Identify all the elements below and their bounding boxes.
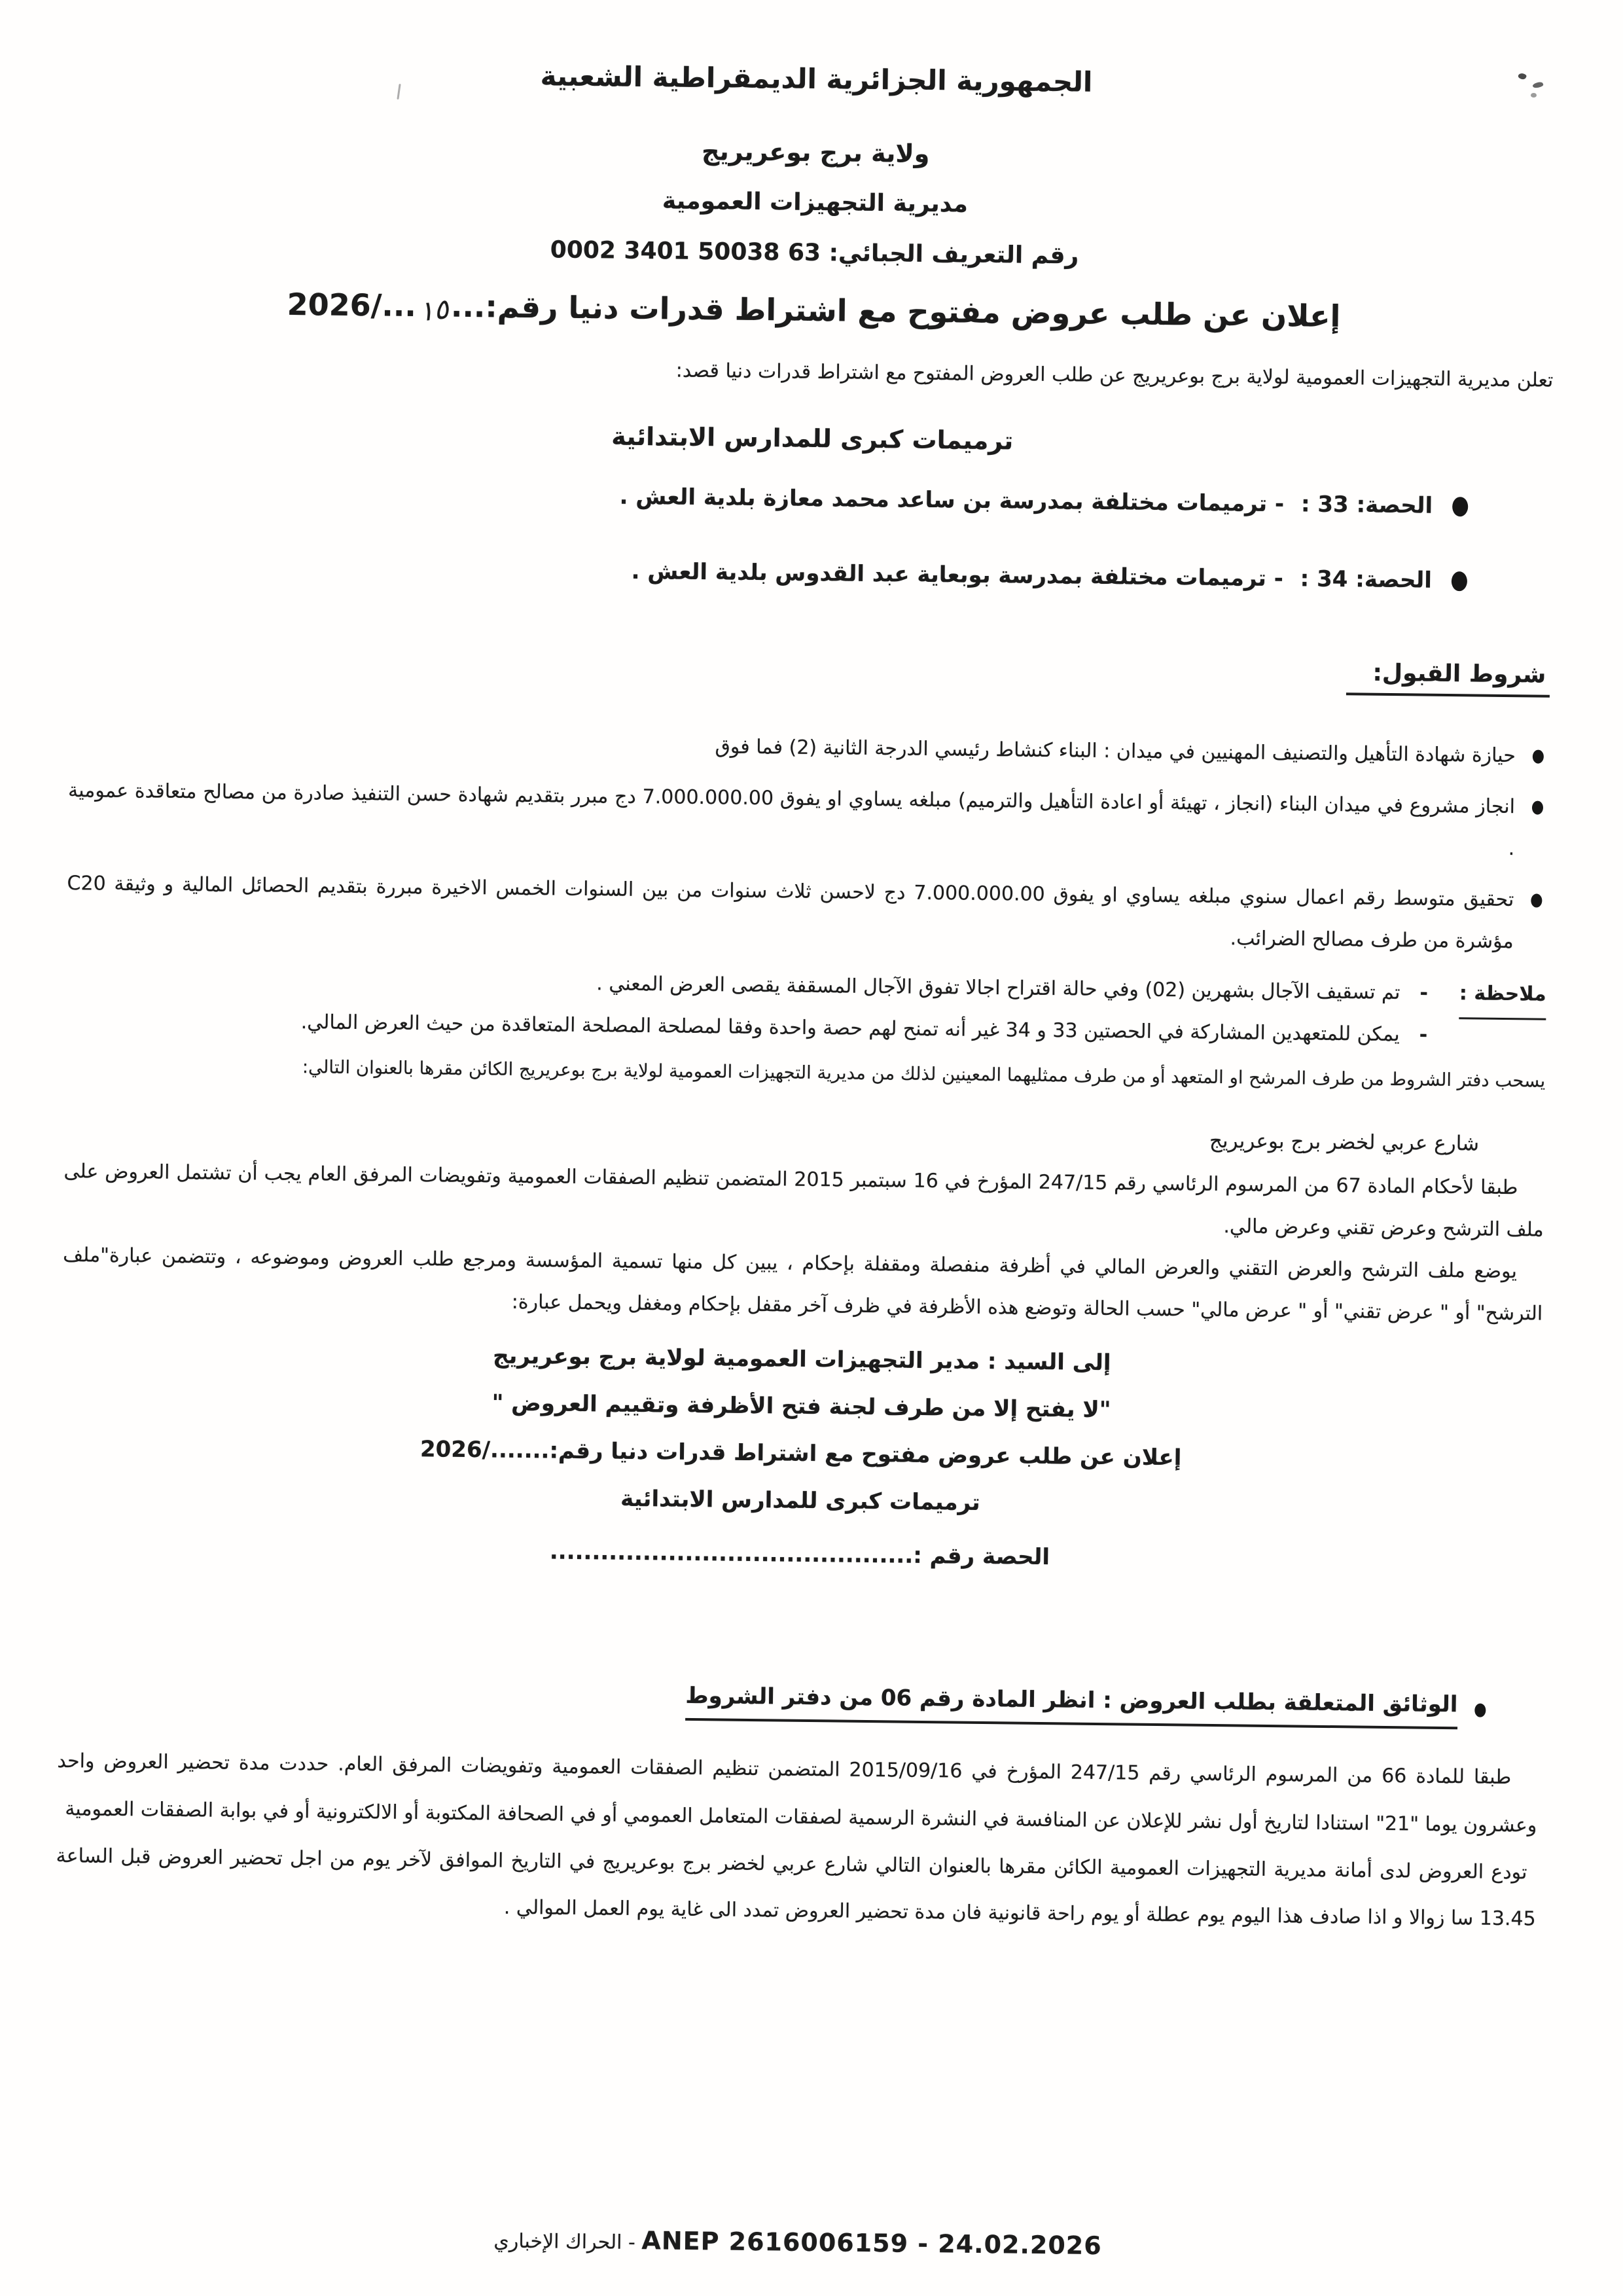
note-block	[65, 957, 1546, 1058]
address-line: شارع عربي لخضر برج بوعريريج	[1209, 1128, 1480, 1156]
condition-text: تحقيق متوسط رقم اعمال سنوي مبلغه يساوي او يفوق 7.000.000.00 دج لاحسن ثلاث سنوات من بين السنوات الخمس الاخيرة مبررة بتقديم الحصائل المالية و وثيقة C20 مؤشرة من طرف مصالح الضرائب.	[67, 872, 1514, 954]
envelope-recipient: إلى السيد : مدير التجهيزات العمومية لولاية برج بوعريريج	[492, 1342, 1111, 1376]
article67-paragraph: طبقا لأحكام المادة 67 من المرسوم الرئاسي رقم 247/15 المؤرخ في 16 سبتمبر 2015 المتضمن تنظيم الصفقات العمومية وتفويضات المرفق العام يجب أن تشتمل العروض على ملف الترشح وعرض تقني وعرض مالي.	[63, 1160, 1544, 1242]
condition-item	[67, 770, 1543, 870]
bullet-icon	[1474, 1704, 1486, 1717]
tax-id-label: رقم التعريف الجبائي:	[829, 240, 1079, 270]
condition-text: حيازة شهادة التأهيل والتصنيف المهنيين في ميدان : البناء كنشاط رئيسي الدرجة الثانية (2) فما فوق	[715, 735, 1516, 768]
documents-text: الوثائق المتعلقة بطلب العروض : انظر المادة رقم 06 من دفتر الشروط	[685, 1680, 1458, 1729]
preparation-paragraph: طبقا للمادة 66 من المرسوم الرئاسي رقم 247/15 المؤرخ في 2015/09/16 المتضمن تنظيم الصفقات العمومية وتفويضات المرفق العام. حددت مدة تحضير العروض واحد وعشرون يوما "21" استنادا لتاريخ أول نشر للإعلان عن المنافسة في النشرة الرسمية لصفقات المتعامل العمومي أو في الصحافة المكتوبة أو الالكترونية أو في بوابة الصفقات العمومية	[57, 1749, 1537, 1837]
header-tax-id	[74, 231, 1554, 275]
anep-reference: ANEP 2616006159 - 24.02.2026	[641, 2226, 1102, 2261]
envelope-subject: ترميمات كبرى للمدارس الابتدائية	[620, 1485, 980, 1516]
condition-item	[69, 719, 1544, 778]
acceptance-heading	[69, 645, 1550, 698]
lot-item-33	[71, 475, 1468, 522]
header-directorate: مديرية التجهيزات العمومية	[662, 187, 969, 218]
title-year: .../2026	[287, 286, 417, 324]
tax-id-number: 0002 3401 50038 63	[550, 236, 821, 267]
lot-description: - ترميمات مختلفة بمدرسة بوبعاية عبد القدوس بلدية العش .	[631, 558, 1284, 592]
footer-source: الحراك الإخباري	[493, 2229, 622, 2254]
note-label: ملاحظة :	[1459, 973, 1546, 1020]
envelope-warning: "لا يفتح إلا من طرف لجنة فتح الأظرفة وتقييم العروض "	[491, 1390, 1111, 1424]
envelopes-paragraph: يوضع ملف الترشح والعرض التقني والعرض المالي في أظرفة منفصلة ومقفلة بإحكام ، يبين كل منها تسمية المؤسسة ومرجع طلب العروض وموضوعه ، وتتضمن عبارة"ملف الترشح" أو " عرض تقني" أو " عرض مالي" حسب الحالة وتوضع هذه الأظرفة في ظرف آخر مقفل بإحكام ومغفل ويحمل عبارة:	[62, 1244, 1543, 1325]
bullet-icon	[1533, 749, 1544, 763]
submission-paragraph: تودع العروض لدى أمانة مديرية التجهيزات العمومية الكائن مقرها بالعنوان التالي شارع عربي لخضر برج بوعريريج في التاريخ الموافق لآخر يوم من اجل تحضير العروض قبل الساعة 13.45 سا زوالا و اذا صادف هذا اليوم يوم عطلة أو يوم راحة قانونية فان مدة تحضير العروض تمدد الى غاية يوم العمل الموالي .	[56, 1844, 1536, 1931]
conditions-list	[66, 719, 1549, 963]
envelope-lot-line: الحصة رقم :...........................................	[549, 1538, 1050, 1571]
withdrawal-paragraph: يسحب دفتر الشروط من طرف المرشح او المتعهد أو من طرف ممثليهما المعينين لذلك من مديرية التجهيزات العمومية لولاية برج بوعريريج الكائن مقرها بالعنوان التالي:	[302, 1056, 1546, 1092]
footer-separator: -	[628, 2231, 636, 2255]
lot-label: الحصة: 33 :	[1300, 491, 1433, 519]
note-text: تم تسقيف الآجال بشهرين (02) وفي حالة اقتراح اجالا تفوق الآجال المسقفة يقصى العرض المعني .	[596, 972, 1400, 1005]
handwritten-lot-number: ١٥	[417, 293, 451, 328]
condition-text: انجاز مشروع في ميدان البناء (انجاز ، تهيئة أو اعادة التأهيل والترميم) مبلغه يساوي او يفوق 7.000.000.00 دج مبرر بتقديم شهادة حسن التنفيذ صادرة من مصالح متعاقدة عمومية .	[67, 779, 1516, 861]
note-dash: -	[1419, 1023, 1428, 1047]
lot-description: - ترميمات مختلفة بمدرسة بن ساعد محمد معازة بلدية العش .	[619, 483, 1285, 518]
bullet-icon	[1452, 497, 1468, 516]
page-title	[73, 284, 1554, 336]
note-text: يمكن للمتعهدين المشاركة في الحصتين 33 و 34 غير أنه تمنح لهم حصة واحدة وفقا لمصلحة المصلحة المتعاقدة من حيث العرض المالي.	[300, 1011, 1400, 1047]
note-dash: -	[1419, 981, 1429, 1005]
bullet-icon	[1452, 571, 1467, 591]
envelope-announcement: إعلان عن طلب عروض مفتوح مع اشتراط قدرات دنيا رقم:......./2026	[419, 1436, 1182, 1471]
title-text: إعلان عن طلب عروض مفتوح مع اشتراط قدرات دنيا رقم:...	[450, 288, 1341, 334]
note-items	[65, 957, 1428, 1056]
lot-item-34	[71, 549, 1467, 596]
bullet-icon	[1531, 893, 1542, 907]
header-republic: الجمهورية الجزائرية الديمقراطية الشعبية	[540, 60, 1093, 98]
subject-title: ترميمات كبرى للمدارس الابتدائية	[611, 422, 1014, 456]
envelope-address-block	[60, 1327, 1543, 1587]
header-wilaya: ولاية برج بوعريريج	[701, 137, 930, 168]
page-footer	[0, 2219, 1609, 2266]
documents-line	[58, 1673, 1539, 1731]
condition-item	[66, 863, 1542, 963]
intro-paragraph: تعلن مديرية التجهيزات العمومية لولاية برج بوعريريج عن طلب العروض المفتوح مع اشتراط قدرات دنيا قصد:	[675, 359, 1554, 392]
bullet-icon	[1532, 800, 1543, 814]
lots-list	[71, 475, 1552, 598]
lot-label: الحصة: 34 :	[1300, 565, 1433, 594]
acceptance-heading-text: شروط القبول:	[1346, 659, 1550, 698]
